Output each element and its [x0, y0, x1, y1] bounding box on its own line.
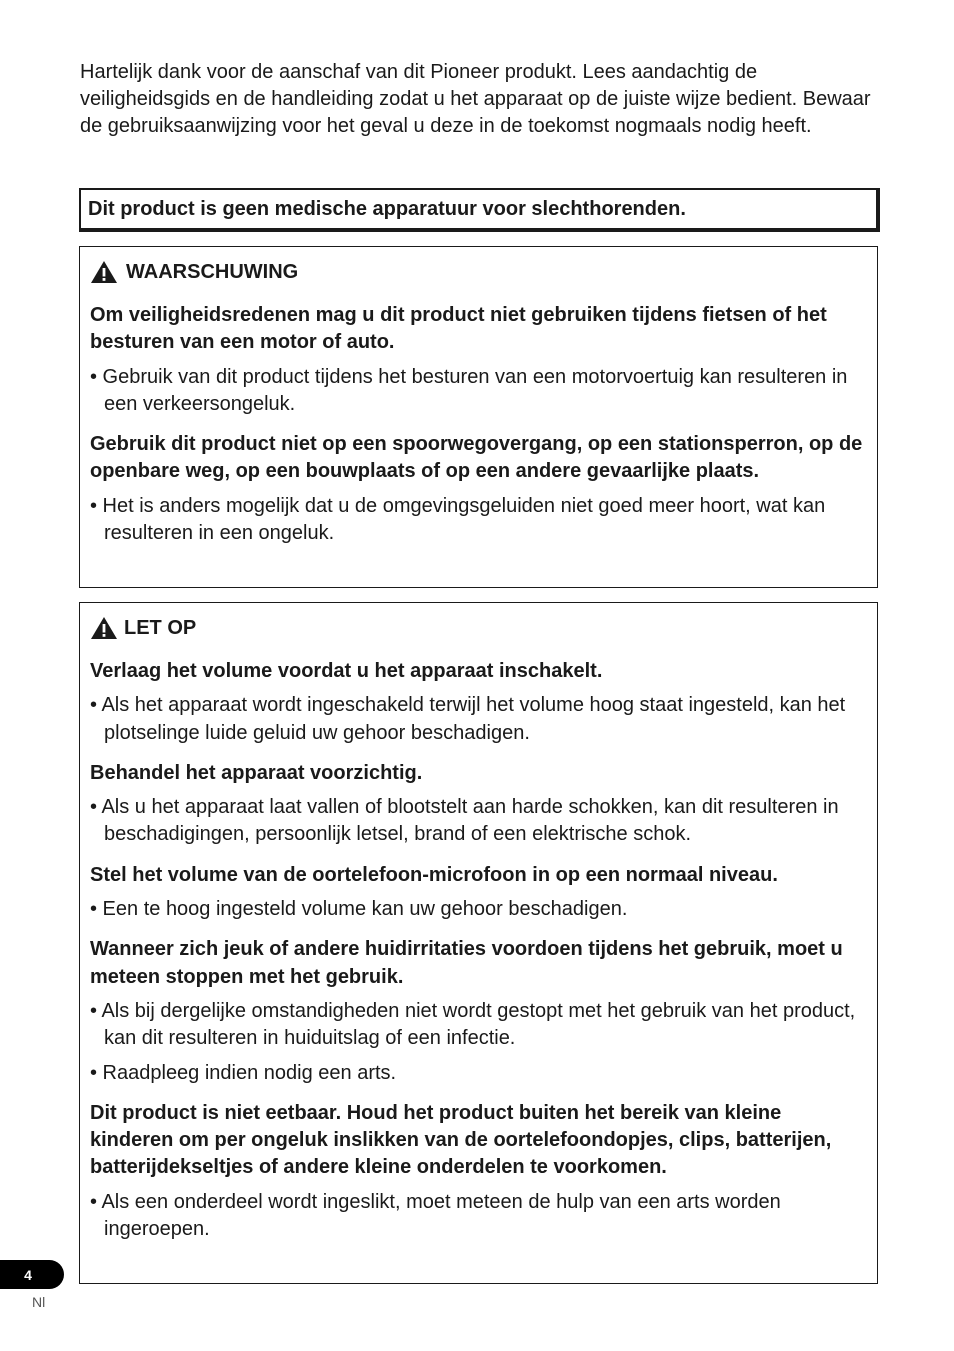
warning-heading-2: Gebruik dit product niet op een spoorwegovergang, op een stationsperron, op de openbare weg, op een bouwplaats of op een andere gevaarlijke plaats.	[90, 433, 863, 483]
caution-bullet-2: • Als u het apparaat laat vallen of blootstelt aan harde schokken, kan dit resulteren in beschadigingen, persoonlijk letsel, brand of een elektrische schok.	[90, 796, 839, 846]
warning-heading-1: Om veiligheidsredenen mag u dit product niet gebruiken tijdens fietsen of het besturen van een motor of auto.	[90, 304, 827, 354]
caution-bullet-5: • Als een onderdeel wordt ingeslikt, moet meteen de hulp van een arts worden ingeroepen.	[90, 1190, 781, 1241]
language-code: Nl	[32, 1294, 46, 1310]
warning-triangle-icon	[90, 260, 118, 284]
warning-title-label: WAARSCHUWING	[126, 260, 299, 283]
caution-heading-3: Stel het volume van de oortelefoon-microfoon in op een normaal niveau.	[90, 863, 778, 886]
warning-box	[79, 246, 878, 588]
intro-paragraph: Hartelijk dank voor de aanschaf van dit Pioneer produkt. Lees aandachtig de veiligheidsgids en de handleiding zodat u het apparaat op de juiste wijze bedient. Bewaar de gebruiksaanwijzing voor het geval u deze in de toekomst nogmaals nodig heeft.	[80, 61, 871, 138]
caution-heading-1: Verlaag het volume voordat u het apparaat inschakelt.	[90, 660, 603, 682]
caution-heading-5: Dit product is niet eetbaar. Houd het product buiten het bereik van kleine kinderen om per ongeluk inslikken van de oortelefoondopjes, clips, batterijen, batterijdekseltjes of andere kleine onderdelen te voorkomen.	[90, 1101, 832, 1179]
caution-bullet-4a: • Als bij dergelijke omstandigheden niet wordt gestopt met het gebruik van het product, kan dit resulteren in huiduitslag of een infectie.	[90, 999, 856, 1050]
page-number-tab	[0, 1260, 64, 1289]
warning-bullet-2: • Het is anders mogelijk dat u de omgevingsgeluiden niet goed meer hoort, wat kan resulteren in een ongeluk.	[90, 494, 826, 545]
page-number: 4	[24, 1266, 32, 1283]
caution-bullet-1: • Als het apparaat wordt ingeschakeld terwijl het volume hoog staat ingesteld, kan het plotselinge luide geluid uw gehoor beschadigen.	[90, 694, 846, 744]
caution-bullet-4b: • Raadpleeg indien nodig een arts.	[90, 1061, 397, 1084]
caution-triangle-icon	[90, 616, 118, 640]
warning-bullet-1: • Gebruik van dit product tijdens het besturen van een motorvoertuig kan resulteren in een verkeersongeluk.	[90, 365, 848, 415]
warning-title	[90, 259, 867, 285]
caution-heading-4: Wanneer zich jeuk of andere huidirritaties voordoen tijdens het gebruik, moet u meteen stoppen met het gebruik.	[90, 938, 843, 988]
notice-box: Dit product is geen medische apparatuur voor slechthorenden.	[79, 188, 880, 232]
caution-box	[79, 602, 878, 1284]
caution-heading-2: Behandel het apparaat voorzichtig.	[90, 761, 423, 784]
caution-bullet-3: • Een te hoog ingesteld volume kan uw gehoor beschadigen.	[90, 898, 628, 921]
caution-title	[90, 615, 867, 641]
caution-title-label: LET OP	[124, 616, 197, 639]
